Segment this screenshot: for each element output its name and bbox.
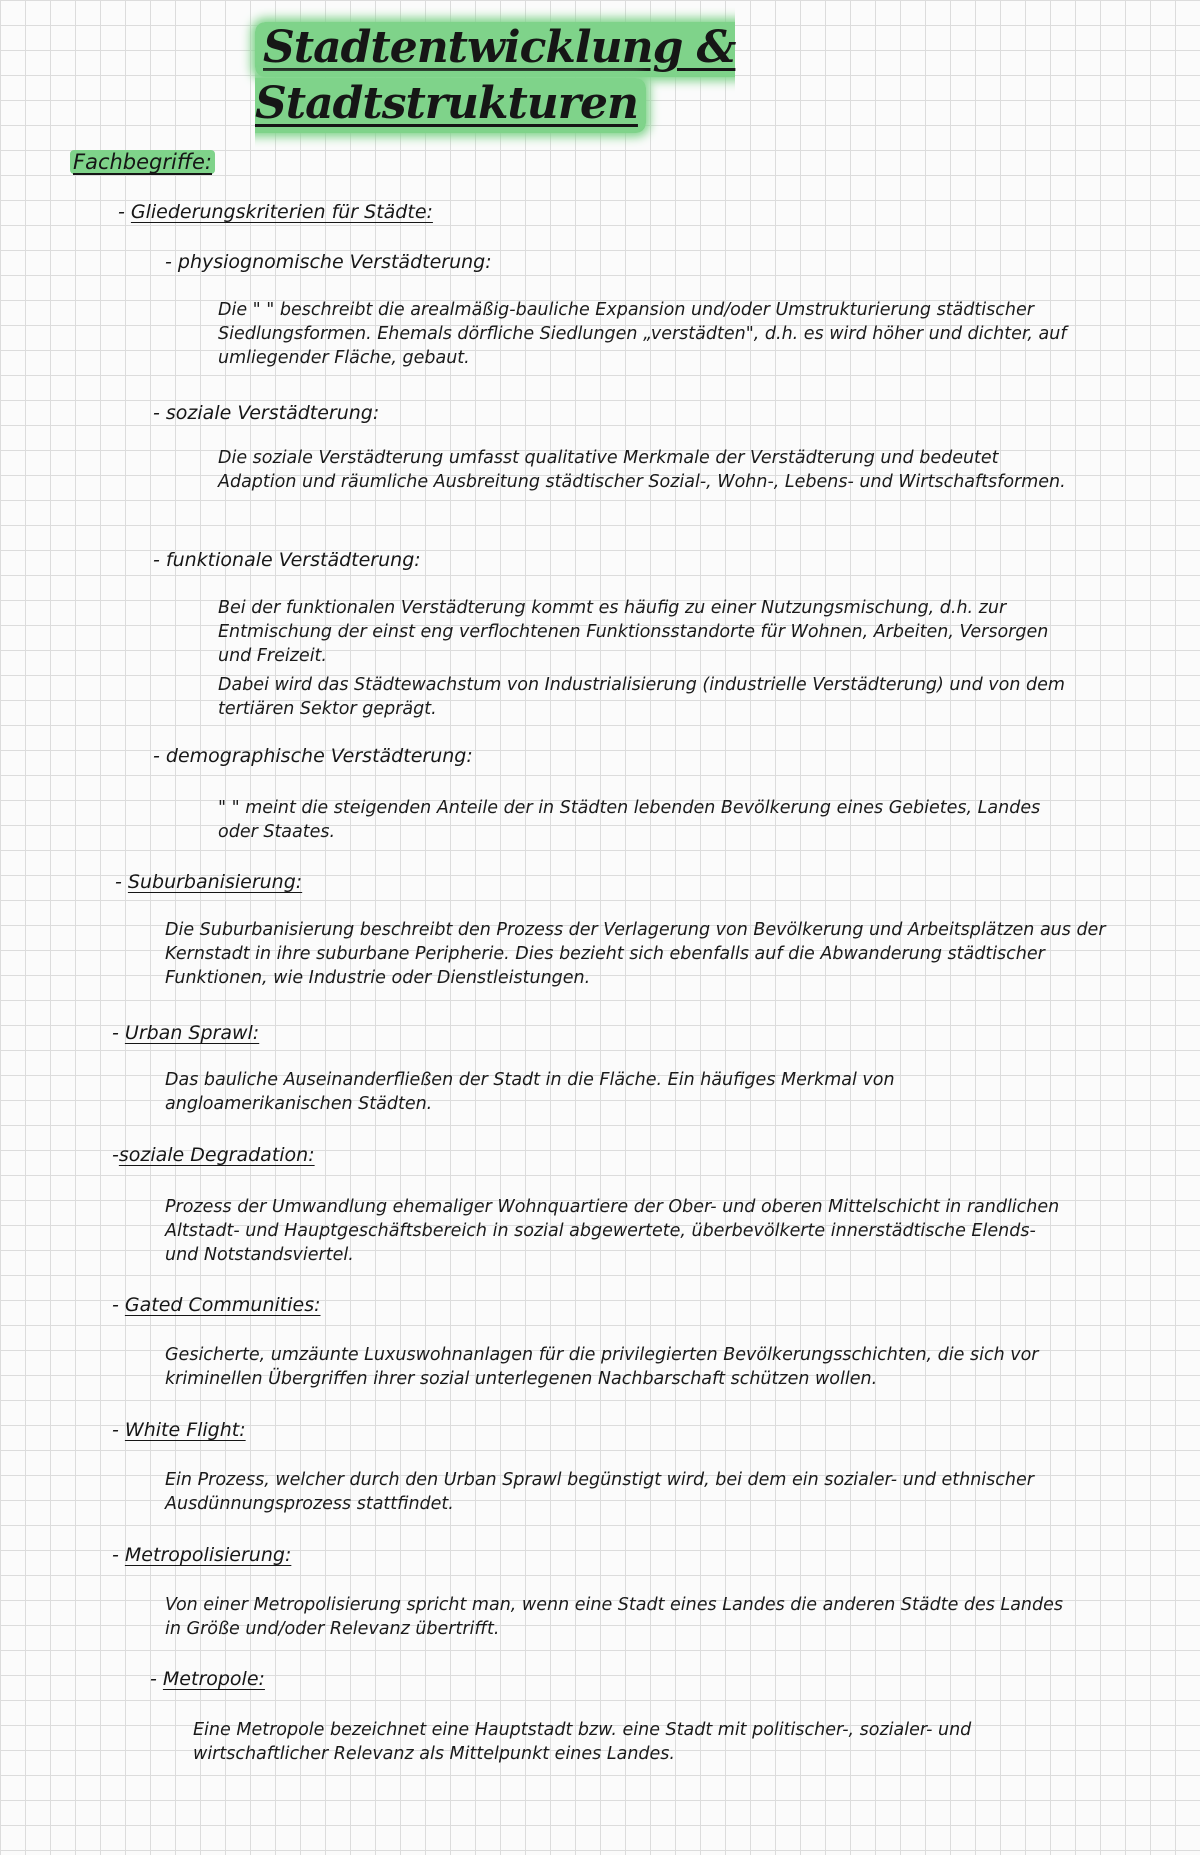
def-physiognomische: Die " " beschreibt die arealmäßig-bauliche Expansion und/oder Umstrukturierung städtischer Siedlungsformen. Ehemals dörfliche Siedlungen „verstädten", d.h. es wird höher und dichter, auf umliegender Fläche, gebaut. bbox=[218, 300, 1067, 368]
term-white-flight: - White Flight: bbox=[112, 1419, 246, 1441]
page-title: Stadtentwicklung & Stadtstrukturen bbox=[255, 20, 855, 132]
def-funktionale: Bei der funktionalen Verstädterung kommt es häufig zu einer Nutzungsmischung, d.h. zur Entmischung der einst eng verflochtenen Funktionsstandorte für Wohnen, Arbeiten, Versorgen und Freizeit. bbox=[218, 598, 1049, 666]
def-metropole: Eine Metropole bezeichnet eine Hauptstadt bzw. eine Stadt mit politischer-, sozialer- und wirtschaftlicher Relevanz als Mittelpunkt eines Landes. bbox=[193, 1720, 972, 1764]
term-metropolisierung: - Metropolisierung: bbox=[112, 1544, 292, 1566]
def-urban-sprawl: Das bauliche Auseinanderfließen der Stadt in die Fläche. Ein häufiges Merkmal von angloamerikanischen Städten. bbox=[165, 1070, 895, 1114]
section-heading: Fachbegriffe: bbox=[70, 150, 215, 174]
term-demographische: - demographische Verstädterung: bbox=[153, 745, 473, 767]
def-white-flight: Ein Prozess, welcher durch den Urban Sprawl begünstigt wird, bei dem ein sozialer- und ethnischer Ausdünnungsprozess stattfindet. bbox=[165, 1470, 1034, 1514]
def-demographische: " " meint die steigenden Anteile der in Städten lebenden Bevölkerung eines Gebietes, Landes oder Staates. bbox=[218, 798, 1041, 842]
term-gliederungskriterien: - Gliederungskriterien für Städte: bbox=[118, 201, 433, 223]
def-gated-communities: Gesicherte, umzäunte Luxuswohnanlagen für die privilegierten Bevölkerungsschichten, die sich vor kriminellen Übergriffen ihrer sozial unterlegenen Nachbarschaft schützen wollen. bbox=[165, 1345, 1039, 1389]
def-funktionale-2: Dabei wird das Städtewachstum von Industrialisierung (industrielle Verstädterung) und von dem tertiären Sektor geprägt. bbox=[218, 675, 1065, 719]
def-soziale-verstaedterung: Die soziale Verstädterung umfasst qualitative Merkmale der Verstädterung und bedeutet Adaption und räumliche Ausbreitung städtischer Sozial-, Wohn-, Lebens- und Wirtschaftsformen. bbox=[218, 448, 1066, 492]
term-physiognomische: - physiognomische Verstädterung: bbox=[165, 251, 492, 273]
term-gated-communities: - Gated Communities: bbox=[112, 1294, 321, 1316]
term-funktionale: - funktionale Verstädterung: bbox=[153, 549, 421, 571]
def-metropolisierung: Von einer Metropolisierung spricht man, wenn eine Stadt eines Landes die anderen Städte des Landes in Größe und/oder Relevanz übertrifft. bbox=[165, 1595, 1064, 1639]
term-urban-sprawl: - Urban Sprawl: bbox=[112, 1022, 260, 1044]
def-soziale-degradation: Prozess der Umwandlung ehemaliger Wohnquartiere der Ober- und oberen Mittelschicht in randlichen Altstadt- und Hauptgeschäftsbereich in sozial abgewertete, überbevölkerte innerstädtische Elends- und Notstandsviertel. bbox=[165, 1197, 1060, 1265]
term-metropole: - Metropole: bbox=[150, 1668, 265, 1690]
term-soziale-degradation: -soziale Degradation: bbox=[112, 1144, 315, 1166]
term-soziale-verstaedterung: - soziale Verstädterung: bbox=[153, 402, 380, 424]
def-suburbanisierung: Die Suburbanisierung beschreibt den Prozess der Verlagerung von Bevölkerung und Arbeitsplätzen aus der Kernstadt in ihre suburbane Peripherie. Dies bezieht sich ebenfalls auf die Abwanderung städtischer Funktionen, wie Industrie oder Dienstleistungen. bbox=[165, 920, 1106, 988]
term-suburbanisierung: - Suburbanisierung: bbox=[115, 871, 303, 893]
